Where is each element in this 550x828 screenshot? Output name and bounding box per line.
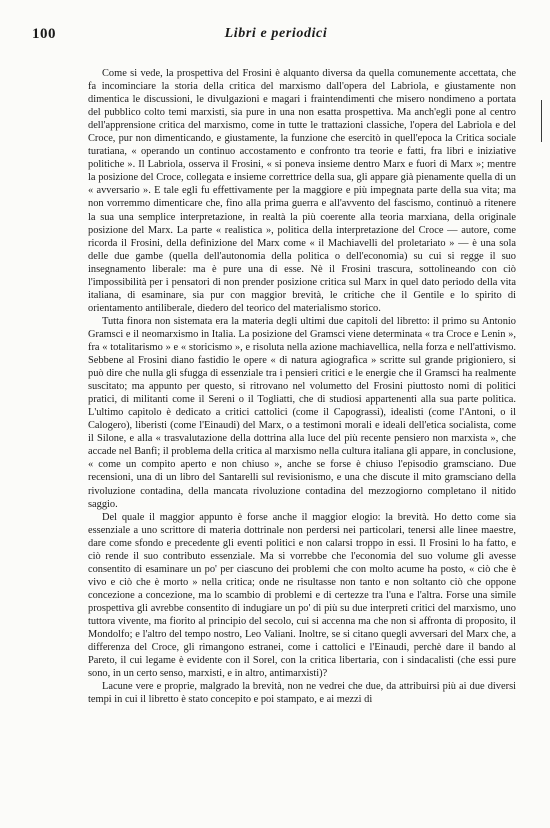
section-title: Libri e periodici (224, 26, 328, 41)
running-head (32, 26, 520, 48)
paragraph-3: Del quale il maggior appunto è forse anche il maggior elogio: la brevità. Ho detto come sia essenziale a uno scrittore di materia dottrinale non perdersi nei particolari, tenersi alle linee maestre, dare come sfondo e precedente gli eventi politici e non calarsi troppo in essi. Il Frosini lo ha fatto, e ciò rende il suo contributo essenziale. Ma si vorrebbe che l'economia del suo volume gli avesse consentito di esaminare un po' per ciascuno dei problemi che con molto acume ha posto, « ciò che è vivo e ciò che è morto » nella critica; onde ne risultasse non tanto e non soltanto ciò che oppone concezione a concezione, ma lo scambio di problemi e di certezze tra l'una e l'altra. Forse una simile prospettiva gli avrebbe consentito di indugiare un po' di più su due interpreti critici del marxismo, uno tuttora vivente, ma fiorito al principio del secolo, cui si accenna ma che non si affronta di proposito, il Mondolfo; e l'altro del tempo nostro, Leo Valiani. Inoltre, se si citano quegli avversari del Marx che, a differenza del Croce, gli rimangono estranei, come i cattolici e l'Einaudi, perchè dare il bando al Pareto, il cui legame è evidente con il Sorel, con la critica libertaria, con i sindacalisti (che essi pure sono, in un certo senso, marxisti, e in altro, antimarxisti)? (88, 511, 516, 680)
article-body (88, 67, 516, 706)
paragraph-4: Lacune vere e proprie, malgrado la brevità, non ne vedrei che due, da attribuirsi più ai due diversi tempi in cui il libretto è stato concepito e poi stampato, e ai mezzi di (88, 681, 516, 706)
page-number: 100 (32, 26, 56, 42)
paragraph-1: Come si vede, la prospettiva del Frosini è alquanto diversa da quella comunemente accettata, che fa incominciare la storia della critica del marxismo dall'opera del Labriola, e giustamente non dimentica le discussioni, le divulgazioni e magari i fraintendimenti che misero nondimeno a portata del pubblico colto temi marxisti, sia pure in una non esatta prospettiva. Ma anch'egli pone al centro dell'apprensione critica del marxismo, come in tutte le trattazioni classiche, l'opera del Labriola e del Croce, pur non dimenticando, e giustamente, la funzione che esercitò in quell'epoca la Critica sociale turatiana, « operando un continuo accostamento e confronto tra teorie e fatti, fra libri e iniziative politiche ». Il Labriola, osserva il Frosini, « si poneva insieme dentro Marx e fuori di Marx »; mentre la posizione del Croce, collegata e insieme correttrice della sua, gli appare già pienamente quella di un « avversario ». E tale egli fu effettivamente per la maggiore e più impegnata parte della sua vita; ma non vorremmo dimenticare che, fino alla prima guerra e all'avvento del fascismo, continuò a ritenere la sua una semplice interpretazione, in realtà la più coerente alla teoria marxiana, della originale posizione del Marx. La parte « realistica », politica della interpretazione del Croce — autore, come ricorda il Frosini, della definizione del Marx come « il Machiavelli del proletariato » — è una sola delle due gambe (quella dell'autonomia della politica o dell'economia) su cui si regge il suo insegnamento liberale: ma è pure una di esse. Nè il Frosini trascura, sottolineando con ciò l'impossibilità per i pensatori di non prender posizione critica sul Marx in quel dato periodo della vita italiana, di esaminare, sia pur con maggior brevità, le critiche che il Gentile e lo spirito di orientamento antiliberale, diedero del teorico del materialismo storico. (88, 68, 516, 314)
paragraph-2: Tutta finora non sistemata era la materia degli ultimi due capitoli del libretto: il primo su Antonio Gramsci e il neomarxismo in Italia. La posizione del Gramsci viene determinata « tra Croce e Lenin », fra « totalitarismo » e « storicismo », e risoluta nella azione machiavellica, nella forza e nell'attivismo. Sebbene al Frosini diano fastidio le opere « di natura agiografica » scritte sul grande prigioniero, si può dire che nulla gli sfugga di essenziale tra i pensieri critici e le energie che il Gramsci ha realmente suscitato; ma appunto per questo, si ritrovano nel volumetto del Frosini piuttosto nomi di politici pratici, di militanti come il Sereni o il Togliatti, che di studiosi appartenenti alla sua parte politica. L'ultimo capitolo è dedicato a critici cattolici (come il Capograssi), idealisti (come l'Antoni, o il Calogero), liberisti (come l'Einaudi) del Marx, o a testimoni morali e ideali dell'etica socialista, come il Silone, e alla « trasvalutazione della dottrina alla luce del più recente pensiero non marxista », che accade nel Banfi; il problema della critica al marxismo nella cultura italiana gli appare, in conclusione, « come un compito aperto e non chiuso », anche se forse è chiuso l'episodio gramsciano. Due recensioni, una di un libro del Santarelli sul revisionismo, e una che discute il mito gramsciano della rivoluzione contadina, della mancata rivoluzione contadina del mezzogiorno completano il nitido saggio. (88, 315, 516, 510)
margin-mark (541, 100, 542, 142)
